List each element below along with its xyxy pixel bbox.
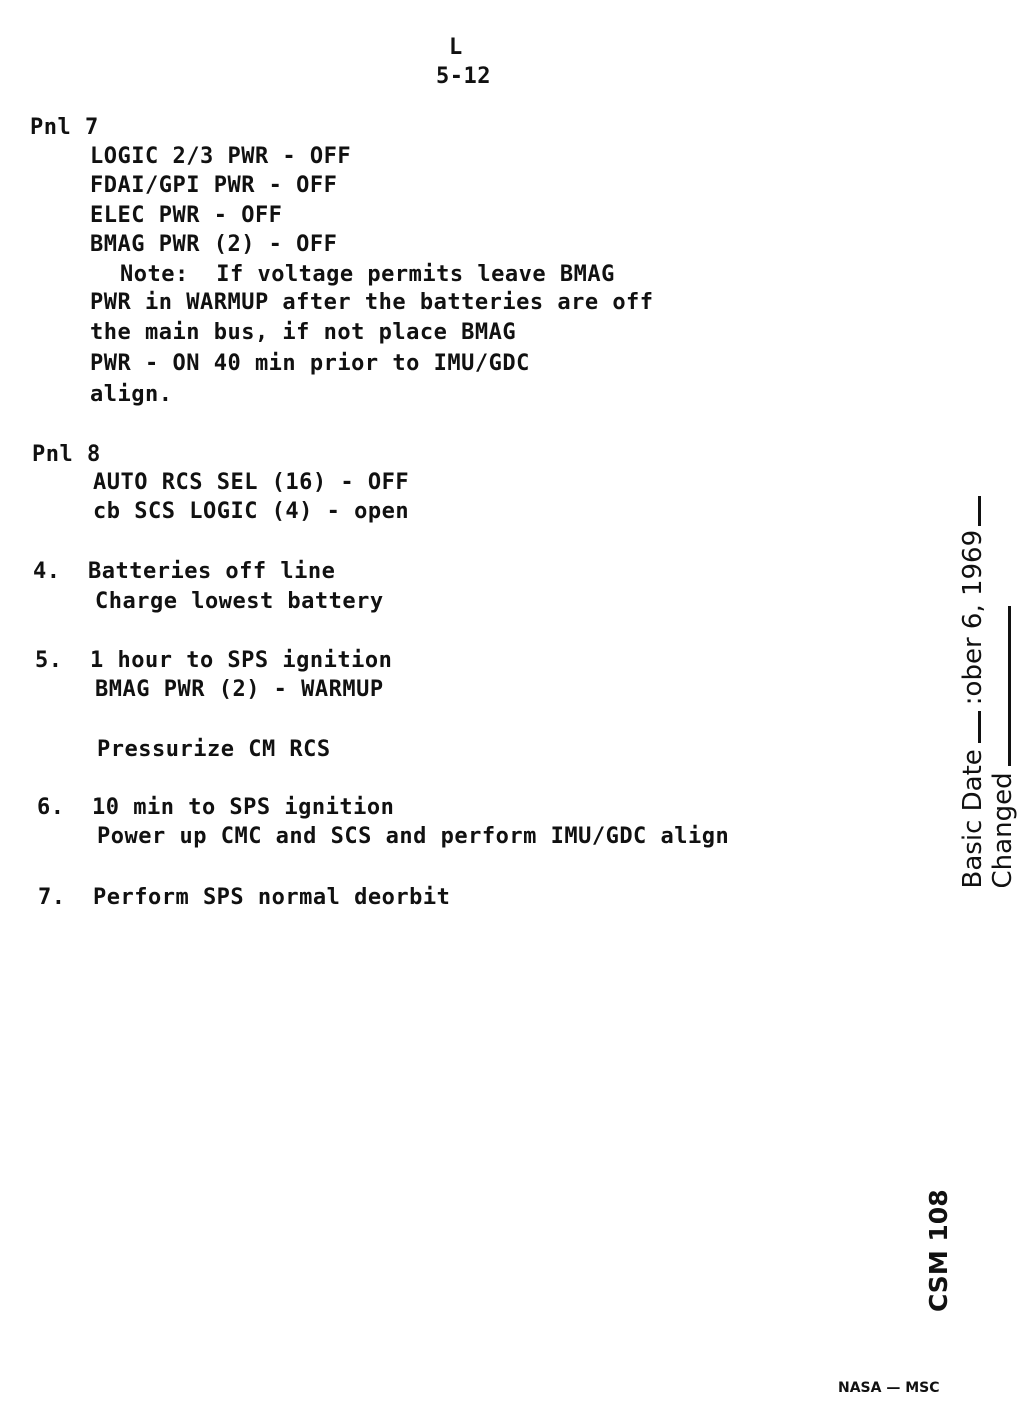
changed-label: Changed <box>988 772 1018 889</box>
page-number: 5-12 <box>436 64 491 89</box>
text-line: Charge lowest battery <box>95 589 384 614</box>
text-line: AUTO RCS SEL (16) - OFF <box>93 470 410 495</box>
text-line: cb SCS LOGIC (4) - open <box>93 499 410 524</box>
text-line: PWR in WARMUP after the batteries are off <box>90 290 654 315</box>
text-line: align. <box>90 382 173 407</box>
footer-agency: NASA — MSC <box>838 1380 940 1396</box>
text-line: Note: If voltage permits leave BMAG <box>120 262 615 287</box>
text-line: FDAI/GPI PWR - OFF <box>90 173 338 198</box>
changed-rule <box>988 606 1011 766</box>
text-line: 4. Batteries off line <box>33 559 336 584</box>
text-line: ELEC PWR - OFF <box>90 203 283 228</box>
text-line: Pnl 8 <box>32 442 101 467</box>
changed-block <box>958 606 1018 905</box>
text-line: LOGIC 2/3 PWR - OFF <box>90 144 352 169</box>
text-line: Pressurize CM RCS <box>97 737 331 762</box>
section-letter: L <box>449 35 463 60</box>
basic-date-trailing-rule <box>958 496 981 526</box>
basic-date-value: :ober 6, 1969 <box>958 529 988 706</box>
text-line: the main bus, if not place BMAG <box>90 320 517 345</box>
text-line: 5. 1 hour to SPS ignition <box>35 648 393 673</box>
text-line: Pnl 7 <box>30 115 99 140</box>
text-line: PWR - ON 40 min prior to IMU/GDC <box>90 351 530 376</box>
text-line: 6. 10 min to SPS ignition <box>37 795 395 820</box>
text-line: BMAG PWR (2) - WARMUP <box>95 677 384 702</box>
text-line: BMAG PWR (2) - OFF <box>90 232 338 257</box>
text-line: Power up CMC and SCS and perform IMU/GDC align <box>97 824 730 849</box>
text-line: 7. Perform SPS normal deorbit <box>38 885 451 910</box>
document-id: CSM 108 <box>924 1189 953 1312</box>
basic-date-label: Basic Date <box>958 749 988 889</box>
